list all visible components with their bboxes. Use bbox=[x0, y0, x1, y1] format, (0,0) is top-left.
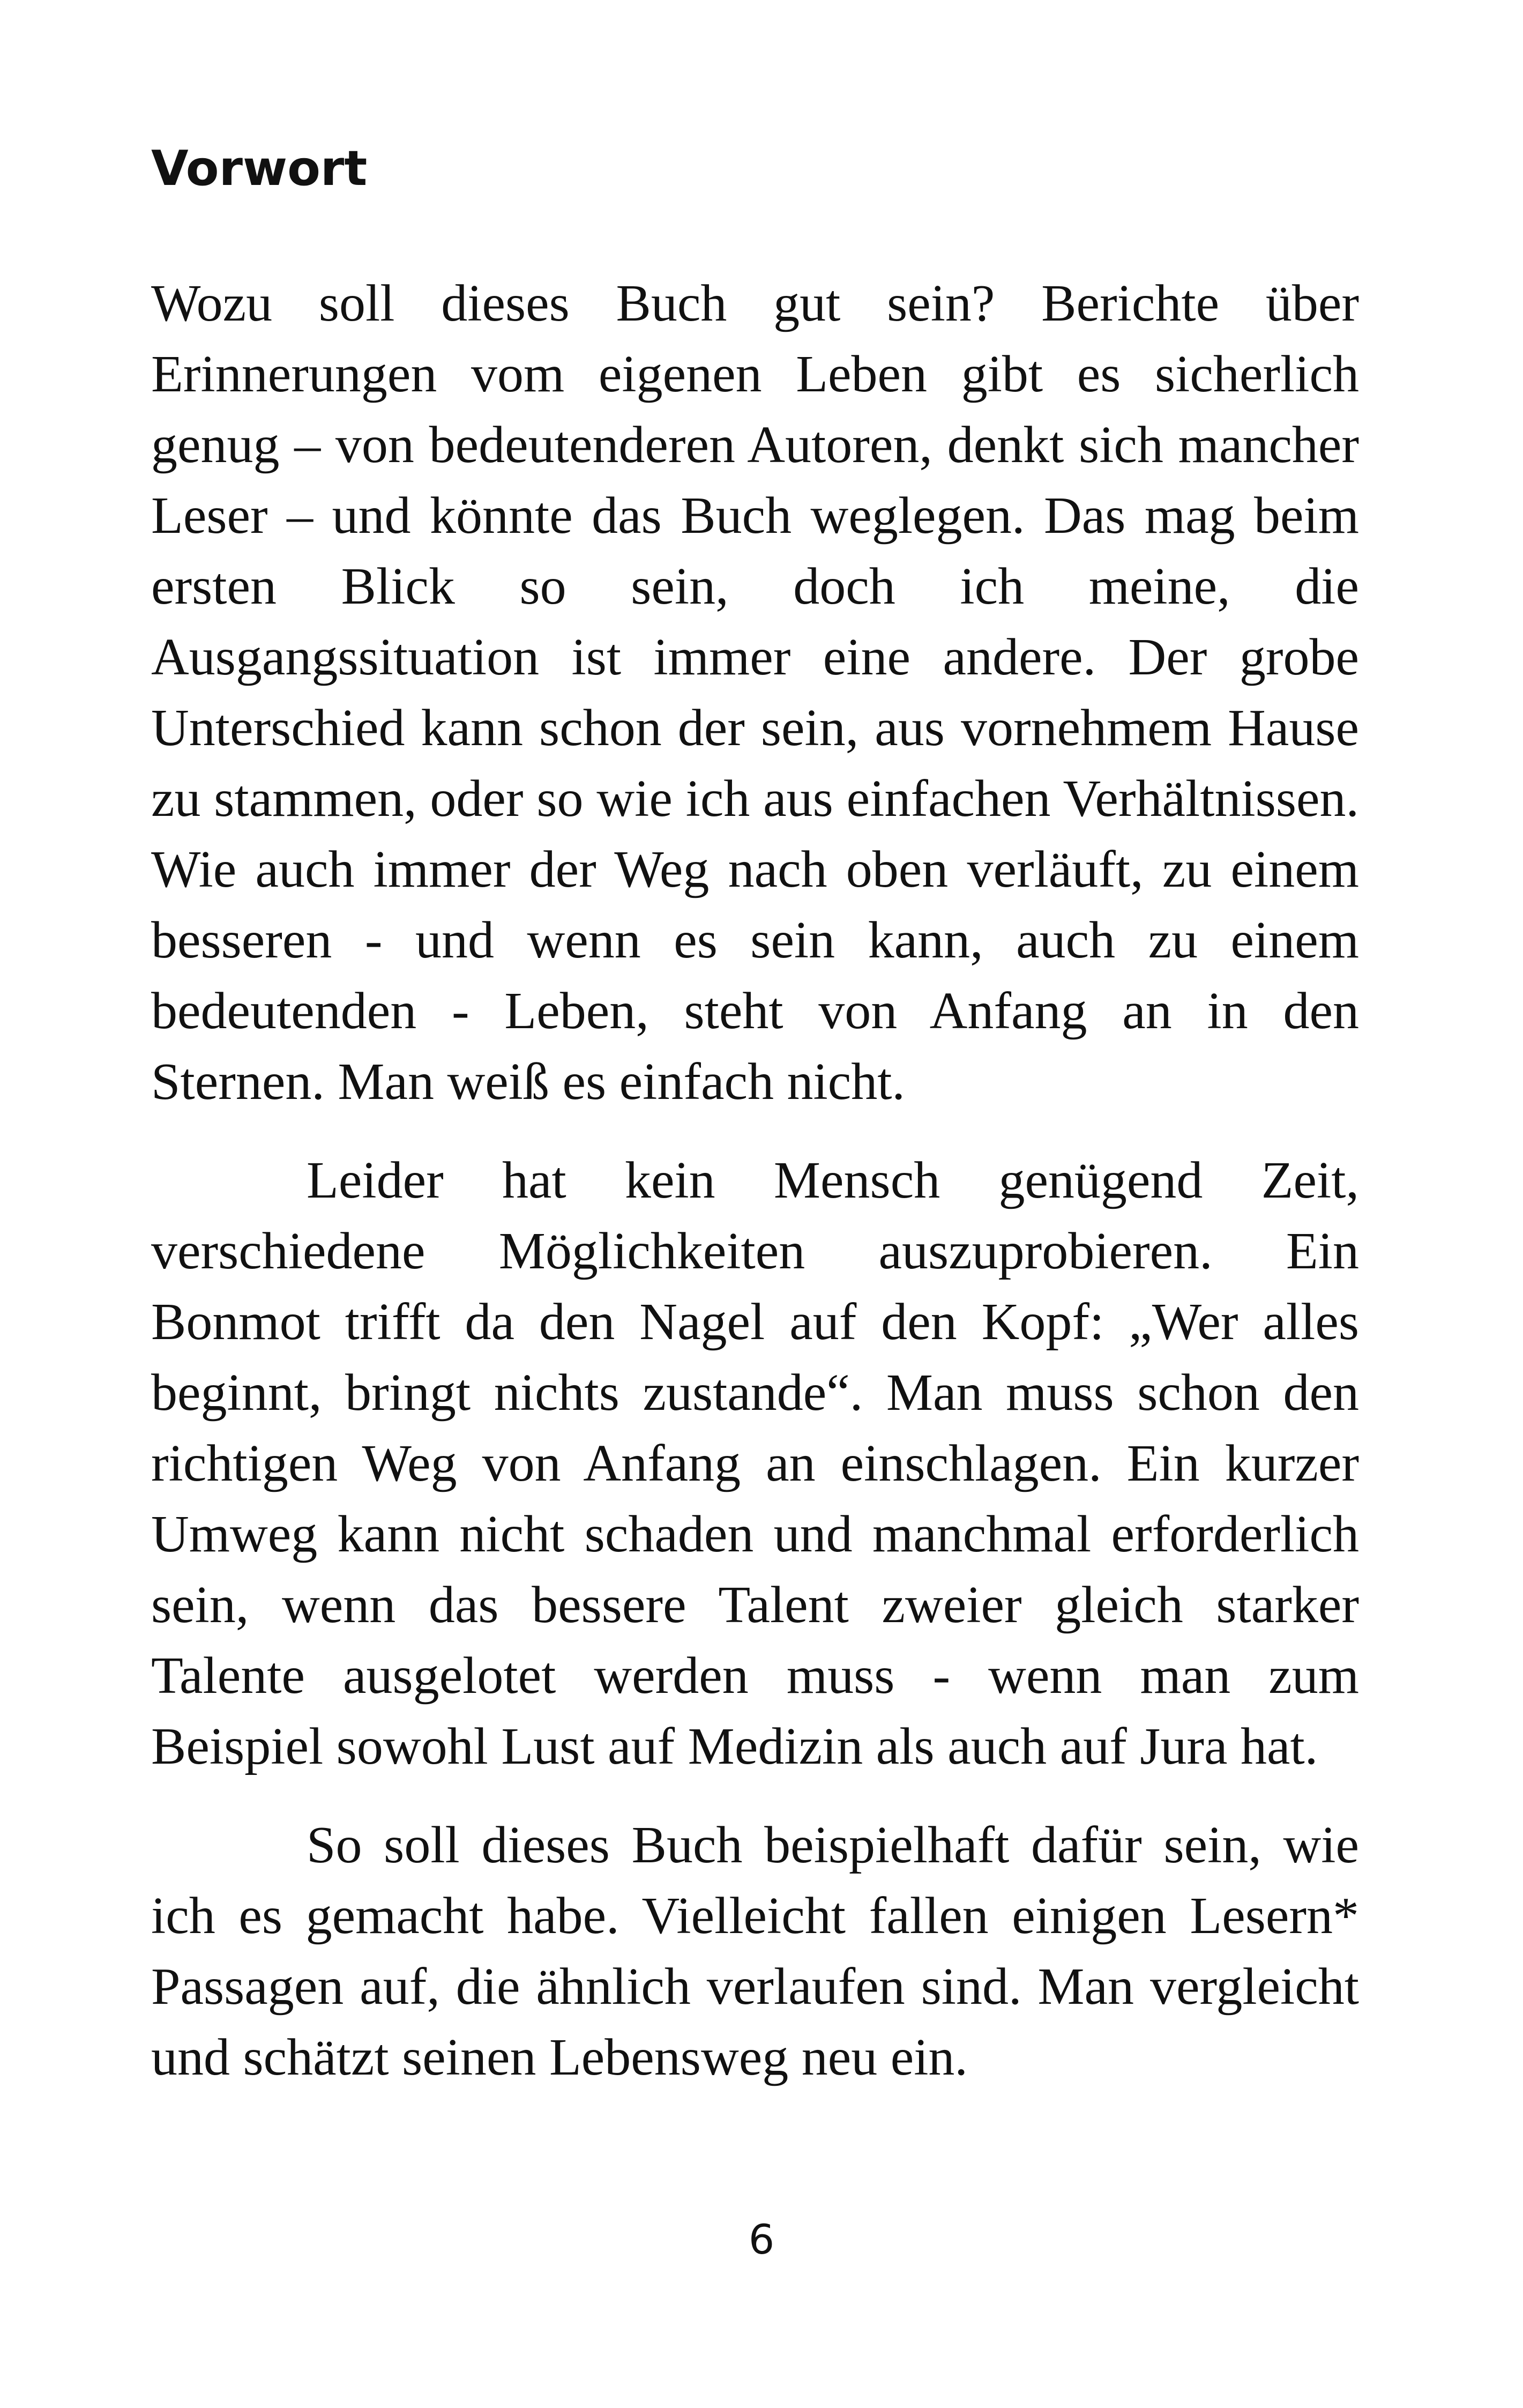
page-number: 6 bbox=[748, 2216, 775, 2263]
paragraph-1: Wozu soll dieses Buch gut sein? Berichte über Erinnerungen vom eigenen Leben gibt es sicherlich genug – von bedeutenderen Autoren, denkt sich mancher Leser – und könnte das Buch weglegen. Das mag beim ersten Blick so sein, doch ich meine, die Ausgangssituation ist immer eine andere. Der grobe Unterschied kann schon der sein, aus vornehmem Hause zu stammen, oder so wie ich aus einfachen Verhältnissen. Wie auch immer der Weg nach oben verläuft, zu einem besseren - und wenn es sein kann, auch zu einem bedeutenden - Leben, steht von Anfang an in den Sternen. Man weiß es einfach nicht. bbox=[151, 274, 1359, 1111]
paragraph-3: So soll dieses Buch beispielhaft dafür sein, wie ich es gemacht habe. Vielleicht fallen einigen Lesern* Passagen auf, die ähnlich verlaufen sind. Man vergleicht und schätzt seinen Lebensweg neu ein. bbox=[151, 1816, 1359, 2086]
body-text bbox=[151, 268, 1359, 2093]
paragraph-2: Leider hat kein Mensch genügend Zeit, verschiedene Möglichkeiten auszuprobieren. Ein Bonmot trifft da den Nagel auf den Kopf: „Wer alles beginnt, bringt nichts zustande“. Man muss schon den richtigen Weg von Anfang an einschlagen. Ein kurzer Umweg kann nicht schaden und manchmal erforderlich sein, wenn das bessere Talent zweier gleich starker Talente ausgelotet werden muss - wenn man zum Beispiel sowohl Lust auf Medizin als auch auf Jura hat. bbox=[151, 1151, 1359, 1775]
chapter-heading: Vorwort bbox=[151, 140, 368, 197]
